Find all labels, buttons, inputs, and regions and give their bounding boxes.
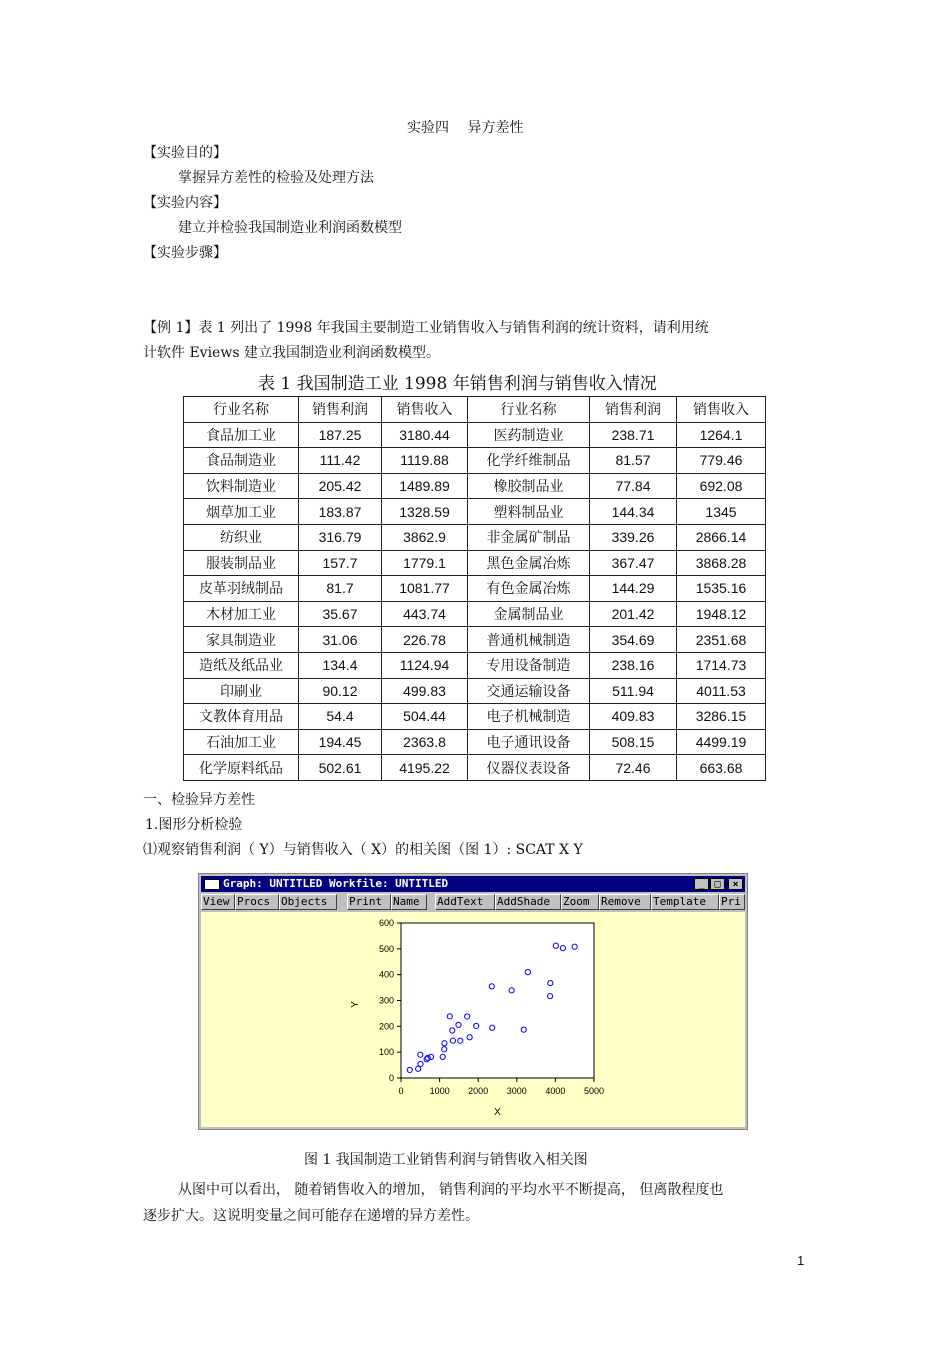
window-titlebar[interactable] [201, 876, 745, 892]
purpose-heading: 【实验目的】 [143, 145, 227, 161]
table-row [184, 499, 766, 525]
table-header-cell: 销售收入 [382, 397, 468, 423]
table-row [184, 473, 766, 499]
eviews-graph-window [198, 873, 748, 1130]
scatter-plot [201, 912, 745, 1127]
table-header-cell: 行业名称 [184, 397, 299, 423]
value-cell: 1535.16 [677, 576, 766, 602]
table-header-cell: 销售收入 [677, 397, 766, 423]
value-cell: 205.42 [299, 473, 382, 499]
table-header-cell: 销售利润 [299, 397, 382, 423]
value-cell: 144.29 [590, 576, 677, 602]
remove-button[interactable]: Remove [599, 894, 651, 910]
steps-heading: 【实验步骤】 [143, 245, 227, 261]
value-cell: 81.57 [590, 448, 677, 474]
table-row [184, 729, 766, 755]
close-button[interactable]: × [728, 878, 743, 890]
industry-name-cell: 黑色金属冶炼 [468, 550, 590, 576]
table-header-row [184, 397, 766, 423]
industry-name-cell: 金属制品业 [468, 601, 590, 627]
value-cell: 4195.22 [382, 755, 468, 781]
industry-name-cell: 专用设备制造 [468, 652, 590, 678]
name-button[interactable]: Name [391, 894, 427, 910]
industry-name-cell: 造纸及纸品业 [184, 652, 299, 678]
x-tick-label: 3000 [506, 1086, 527, 1096]
content-heading: 【实验内容】 [143, 195, 227, 211]
purpose-text: 掌握异方差性的检验及处理方法 [178, 170, 374, 186]
example-line-1: 【例 1】表 1 列出了 1998 年我国主要制造工业销售收入与销售利润的统计资料，请利用统 [143, 320, 709, 336]
table-row [184, 704, 766, 730]
value-cell: 54.4 [299, 704, 382, 730]
addshade-button[interactable]: AddShade [495, 894, 561, 910]
value-cell: 226.78 [382, 627, 468, 653]
value-cell: 1119.88 [382, 448, 468, 474]
graph-area [201, 912, 745, 1127]
industry-name-cell: 烟草加工业 [184, 499, 299, 525]
industry-name-cell: 服装制品业 [184, 550, 299, 576]
subsection-heading: 1.图形分析检验 [145, 817, 243, 833]
value-cell: 144.34 [590, 499, 677, 525]
y-tick-label: 400 [378, 969, 394, 980]
table-row [184, 576, 766, 602]
value-cell: 316.79 [299, 524, 382, 550]
table-row [184, 448, 766, 474]
y-tick-label: 200 [378, 1021, 394, 1032]
y-axis-label: Y [350, 1001, 361, 1008]
value-cell: 339.26 [590, 524, 677, 550]
y-tick-label: 500 [378, 943, 394, 954]
value-cell: 508.15 [590, 729, 677, 755]
value-cell: 90.12 [299, 678, 382, 704]
conclusion-line-2: 逐步扩大。这说明变量之间可能存在递增的异方差性。 [143, 1208, 479, 1224]
table-row [184, 550, 766, 576]
industry-name-cell: 食品制造业 [184, 448, 299, 474]
industry-name-cell: 化学纤维制品 [468, 448, 590, 474]
industry-name-cell: 皮革羽绒制品 [184, 576, 299, 602]
table-row [184, 524, 766, 550]
template-button[interactable]: Template [651, 894, 719, 910]
zoom-button[interactable]: Zoom [561, 894, 599, 910]
table-header-cell: 行业名称 [468, 397, 590, 423]
value-cell: 3180.44 [382, 422, 468, 448]
industry-name-cell: 非金属矿制品 [468, 524, 590, 550]
y-tick-label: 300 [378, 995, 394, 1006]
industry-name-cell: 木材加工业 [184, 601, 299, 627]
table-header-cell: 销售利润 [590, 397, 677, 423]
value-cell: 499.83 [382, 678, 468, 704]
x-tick-label: 4000 [545, 1086, 566, 1096]
x-tick-label: 0 [398, 1086, 404, 1096]
table-row [184, 601, 766, 627]
value-cell: 72.46 [590, 755, 677, 781]
value-cell: 187.25 [299, 422, 382, 448]
industry-name-cell: 橡胶制品业 [468, 473, 590, 499]
table-row [184, 755, 766, 781]
value-cell: 1948.12 [677, 601, 766, 627]
value-cell: 4499.19 [677, 729, 766, 755]
value-cell: 1779.1 [382, 550, 468, 576]
addtext-button[interactable]: AddText [435, 894, 495, 910]
industry-name-cell: 有色金属冶炼 [468, 576, 590, 602]
value-cell: 354.69 [590, 627, 677, 653]
value-cell: 31.06 [299, 627, 382, 653]
industry-name-cell: 石油加工业 [184, 729, 299, 755]
industry-name-cell: 纺织业 [184, 524, 299, 550]
value-cell: 692.08 [677, 473, 766, 499]
figure-caption: 图 1 我国制造工业销售利润与销售收入相关图 [304, 1152, 588, 1168]
window-toolbar [201, 894, 745, 910]
minimize-button[interactable]: _ [694, 878, 709, 890]
industry-name-cell: 电子机械制造 [468, 704, 590, 730]
value-cell: 111.42 [299, 448, 382, 474]
value-cell: 194.45 [299, 729, 382, 755]
value-cell: 35.67 [299, 601, 382, 627]
value-cell: 238.16 [590, 652, 677, 678]
window-system-icon[interactable] [204, 879, 220, 890]
section-heading: 一、检验异方差性 [143, 792, 255, 808]
value-cell: 183.87 [299, 499, 382, 525]
x-tick-label: 1000 [429, 1086, 450, 1096]
value-cell: 3862.9 [382, 524, 468, 550]
value-cell: 511.94 [590, 678, 677, 704]
x-axis-label: X [494, 1107, 501, 1118]
page-number: 1 [797, 1253, 805, 1268]
value-cell: 504.44 [382, 704, 468, 730]
value-cell: 443.74 [382, 601, 468, 627]
content-text: 建立并检验我国制造业利润函数模型 [178, 220, 402, 236]
value-cell: 2866.14 [677, 524, 766, 550]
table-row [184, 652, 766, 678]
value-cell: 238.71 [590, 422, 677, 448]
view-button[interactable]: View [201, 894, 235, 910]
value-cell: 2363.8 [382, 729, 468, 755]
print-button-truncated[interactable]: Pri [719, 894, 745, 910]
value-cell: 779.46 [677, 448, 766, 474]
maximize-button[interactable]: □ [710, 878, 725, 890]
table-caption: 表 1 我国制造工业 1998 年销售利润与销售收入情况 [258, 374, 657, 394]
value-cell: 1081.77 [382, 576, 468, 602]
industry-name-cell: 印刷业 [184, 678, 299, 704]
industry-name-cell: 仪器仪表设备 [468, 755, 590, 781]
value-cell: 134.4 [299, 652, 382, 678]
industry-name-cell: 塑料制品业 [468, 499, 590, 525]
value-cell: 1714.73 [677, 652, 766, 678]
value-cell: 663.68 [677, 755, 766, 781]
value-cell: 1264.1 [677, 422, 766, 448]
conclusion-line-1: 从图中可以看出， 随着销售收入的增加， 销售利润的平均水平不断提高， 但离散程度也 [178, 1182, 724, 1198]
industry-name-cell: 家具制造业 [184, 627, 299, 653]
y-tick-label: 600 [378, 918, 394, 928]
value-cell: 367.47 [590, 550, 677, 576]
value-cell: 1345 [677, 499, 766, 525]
value-cell: 3868.28 [677, 550, 766, 576]
value-cell: 2351.68 [677, 627, 766, 653]
value-cell: 502.61 [299, 755, 382, 781]
value-cell: 157.7 [299, 550, 382, 576]
table-row [184, 678, 766, 704]
y-tick-label: 100 [378, 1047, 394, 1058]
table-row [184, 627, 766, 653]
data-table [183, 396, 766, 781]
industry-name-cell: 交通运输设备 [468, 678, 590, 704]
y-tick-label: 0 [388, 1073, 394, 1083]
industry-name-cell: 文教体育用品 [184, 704, 299, 730]
procs-button[interactable]: Procs [235, 894, 279, 910]
example-line-2: 计软件 Eviews 建立我国制造业利润函数模型。 [143, 345, 440, 361]
value-cell: 1328.59 [382, 499, 468, 525]
objects-button[interactable]: Objects [279, 894, 337, 910]
industry-name-cell: 食品加工业 [184, 422, 299, 448]
x-tick-label: 2000 [468, 1086, 489, 1096]
value-cell: 1124.94 [382, 652, 468, 678]
x-tick-label: 5000 [583, 1086, 605, 1096]
value-cell: 409.83 [590, 704, 677, 730]
value-cell: 77.84 [590, 473, 677, 499]
value-cell: 81.7 [299, 576, 382, 602]
value-cell: 4011.53 [677, 678, 766, 704]
industry-name-cell: 医药制造业 [468, 422, 590, 448]
print-button[interactable]: Print [347, 894, 391, 910]
industry-name-cell: 普通机械制造 [468, 627, 590, 653]
value-cell: 201.42 [590, 601, 677, 627]
page-title: 实验四 异方差性 [407, 120, 524, 136]
table-row [184, 422, 766, 448]
value-cell: 3286.15 [677, 704, 766, 730]
industry-name-cell: 饮料制造业 [184, 473, 299, 499]
window-title: Graph: UNTITLED Workfile: UNTITLED [223, 877, 449, 890]
industry-name-cell: 化学原料纸品 [184, 755, 299, 781]
step-1-text: ⑴观察销售利润（ Y）与销售收入（ X）的相关图（图 1）: SCAT X Y [143, 842, 583, 858]
industry-name-cell: 电子通讯设备 [468, 729, 590, 755]
value-cell: 1489.89 [382, 473, 468, 499]
